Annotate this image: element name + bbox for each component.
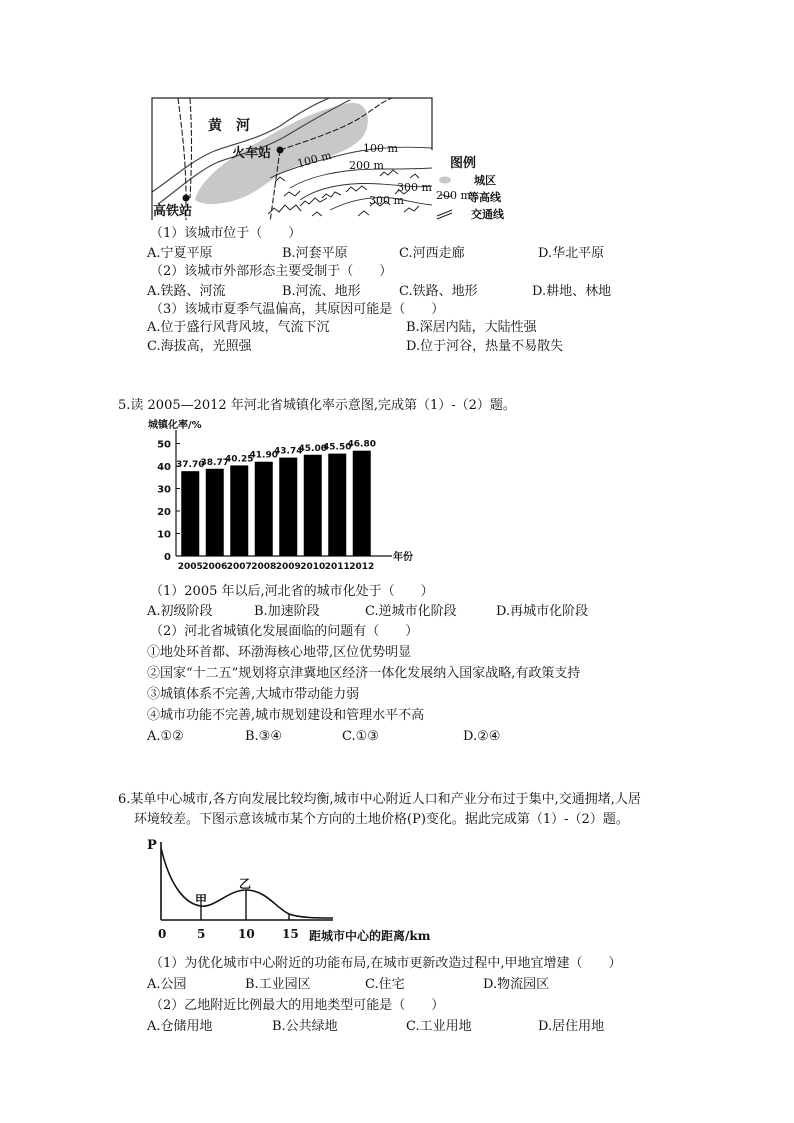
map-contour-label: 200 m (436, 189, 471, 202)
chart-bar (181, 471, 199, 556)
chart-x-tick-label: 2005 (177, 562, 203, 572)
map-label-river: 黄 河 (208, 118, 250, 134)
chart-y-tick-label: 0 (164, 552, 171, 563)
chart-x-tick-label: 2012 (349, 562, 375, 572)
q6-sub2-stem: （2）乙地附近比例最大的用地类型可能是（ ） (150, 998, 445, 1013)
q5-sub2-item-3: ③城镇体系不完善,大城市带动能力弱 (147, 687, 360, 702)
hsr-station-dot (183, 195, 190, 202)
map-legend-title: 图例 (450, 156, 477, 171)
chart-bar (304, 455, 322, 556)
graph-label-jia: 甲 (195, 893, 208, 907)
chart-bar (328, 454, 346, 556)
q6-stem-line2: 环境较差。下图示意该城市某个方向的土地价格(P)变化。据此完成第（1）-（2）题。 (134, 812, 629, 827)
graph-x-tick-0: 0 (158, 927, 167, 941)
graph-x-tick-5: 5 (197, 927, 206, 941)
chart-data-label: 43.74 (274, 446, 303, 457)
q6-sub1-option-b[interactable]: B.工业园区 (245, 977, 311, 992)
chart-bar (255, 462, 273, 556)
chart-y-tick-label: 30 (157, 484, 171, 496)
q5-sub1-stem: （1）2005 年以后,河北省的城市化处于（ ） (150, 584, 434, 599)
chart-x-tick-label: 2008 (251, 562, 277, 572)
q5-sub2-item-2: ②国家“十二五”规划将京津冀地区经济一体化发展纳入国家战略,有政策支持 (147, 666, 581, 681)
map-label-hsr-station: 高铁站 (153, 204, 193, 219)
map-legend-item: 城区 (474, 174, 496, 187)
q5-stem: 5.读 2005—2012 年河北省城镇化率示意图,完成第（1）-（2）题。 (118, 398, 516, 413)
q4-sub3-option-a[interactable]: A.位于盛行风背风坡，气流下沉 (147, 320, 330, 335)
q4-sub3-option-b[interactable]: B.深居内陆，大陆性强 (406, 320, 537, 335)
chart-y-label: 城镇化率/% (148, 420, 202, 431)
map-contour-label: 100 m (295, 148, 333, 171)
q4-sub1-option-b[interactable]: B.河套平原 (282, 246, 348, 261)
q5-sub1-option-b[interactable]: B.加速阶段 (254, 604, 320, 619)
legend-urban-swatch (439, 177, 451, 184)
q4-sub1-option-c[interactable]: C.河西走廊 (399, 246, 465, 261)
graph-x-tick-10: 10 (238, 927, 255, 941)
map-contour-label: 200 m (349, 159, 384, 172)
map-legend-item: 等高线 (468, 191, 501, 204)
railway-station-dot (277, 147, 284, 154)
chart-bar (230, 465, 248, 556)
q5-sub2-option-b[interactable]: B.③④ (245, 729, 282, 744)
chart-y-tick-label: 20 (157, 507, 171, 518)
map-contour-label: 300 m (369, 194, 404, 207)
chart-x-tick-label: 2009 (275, 562, 301, 572)
q6-sub1-option-d[interactable]: D.物流园区 (483, 977, 550, 992)
graph-label-yi: 乙 (239, 877, 252, 891)
q5-sub2-option-d[interactable]: D.②④ (463, 729, 501, 744)
chart-data-label: 41.90 (249, 450, 278, 461)
chart-data-label: 45.50 (323, 442, 352, 453)
chart-data-label: 45.00 (298, 443, 327, 454)
q5-sub2-stem: （2）河北省城镇化发展面临的问题有（ ） (150, 624, 419, 639)
chart-x-tick-label: 2007 (226, 562, 252, 572)
q4-sub2-option-c[interactable]: C.铁路、地形 (399, 284, 478, 299)
q6-sub2-option-c[interactable]: C.工业用地 (406, 1019, 472, 1034)
chart-y-tick-label: 10 (157, 529, 171, 541)
chart-data-label: 46.80 (347, 439, 376, 450)
chart-bar (206, 469, 224, 556)
q5-sub2-option-a[interactable]: A.①② (147, 729, 184, 744)
q5-sub1-option-d[interactable]: D.再城市化阶段 (496, 604, 589, 619)
map-contour-label: 300 m (397, 181, 432, 194)
q5-sub1-option-c[interactable]: C.逆城市化阶段 (365, 604, 457, 619)
q5-sub2-item-4: ④城市功能不完善,城市规划建设和管理水平不高 (147, 708, 425, 723)
q6-sub2-option-d[interactable]: D.居住用地 (538, 1019, 605, 1034)
q4-sub3-option-d[interactable]: D.位于河谷，热量不易散失 (406, 339, 564, 354)
map-label-railway-station: 火车站 (232, 146, 272, 161)
legend-railway-symbol (437, 210, 452, 219)
chart-bar (279, 458, 297, 556)
q6-sub1-option-a[interactable]: A.公园 (147, 977, 187, 992)
chart-data-label: 37.70 (176, 460, 205, 471)
chart-bar (353, 451, 371, 556)
q6-sub2-option-b[interactable]: B.公共绿地 (272, 1019, 338, 1034)
q4-sub1-option-a[interactable]: A.宁夏平原 (147, 246, 213, 261)
q4-sub2-stem: （2）该城市外部形态主要受制于（ ） (150, 264, 393, 279)
chart-y-tick-label: 50 (157, 439, 171, 451)
q5-sub2-item-1: ①地处环首都、环渤海核心地带,区位优势明显 (147, 645, 412, 660)
railway-line (190, 98, 192, 198)
q6-sub1-option-c[interactable]: C.住宅 (365, 977, 405, 992)
q5-sub2-option-c[interactable]: C.①③ (342, 729, 379, 744)
chart-x-tick-label: 2011 (324, 562, 350, 572)
chart-x-tick-label: 2006 (202, 562, 228, 572)
q6-sub1-stem: （1）为优化城市中心附近的功能布局,在城市更新改造过程中,甲地宜增建（ ） (150, 956, 622, 971)
q6-sub2-option-a[interactable]: A.仓储用地 (147, 1019, 213, 1034)
chart-x-tick-label: 2010 (300, 562, 326, 572)
q4-sub1-option-d[interactable]: D.华北平原 (538, 246, 605, 261)
q4-sub3-option-c[interactable]: C.海拔高，光照强 (147, 339, 252, 354)
q4-sub1-stem: （1）该城市位于（ ） (150, 226, 302, 241)
map-legend-item: 交通线 (471, 208, 504, 221)
q5-sub1-option-a[interactable]: A.初级阶段 (147, 604, 213, 619)
q4-sub2-option-d[interactable]: D.耕地、林地 (532, 284, 612, 299)
chart-data-label: 40.25 (225, 454, 254, 465)
chart-y-tick-label: 40 (157, 462, 171, 473)
q4-sub2-option-a[interactable]: A.铁路、河流 (147, 284, 226, 299)
chart-data-label: 38.77 (200, 457, 229, 468)
graph-x-tick-15: 15 (282, 927, 299, 941)
q4-sub2-option-b[interactable]: B.河流、地形 (282, 284, 361, 299)
q6-stem-line1: 6.某单中心城市,各方向发展比较均衡,城市中心附近人口和产业分布过于集中,交通拥堵,人居 (118, 792, 641, 807)
graph-y-label: P (147, 838, 157, 853)
graph-x-label: 距城市中心的距离/km (309, 929, 431, 943)
q4-sub3-stem: （3）该城市夏季气温偏高，其原因可能是（ ） (150, 302, 445, 317)
urbanization-bar-chart (0, 416, 794, 586)
chart-x-label: 年份 (393, 552, 413, 563)
map-contour-label: 100 m (363, 142, 398, 155)
